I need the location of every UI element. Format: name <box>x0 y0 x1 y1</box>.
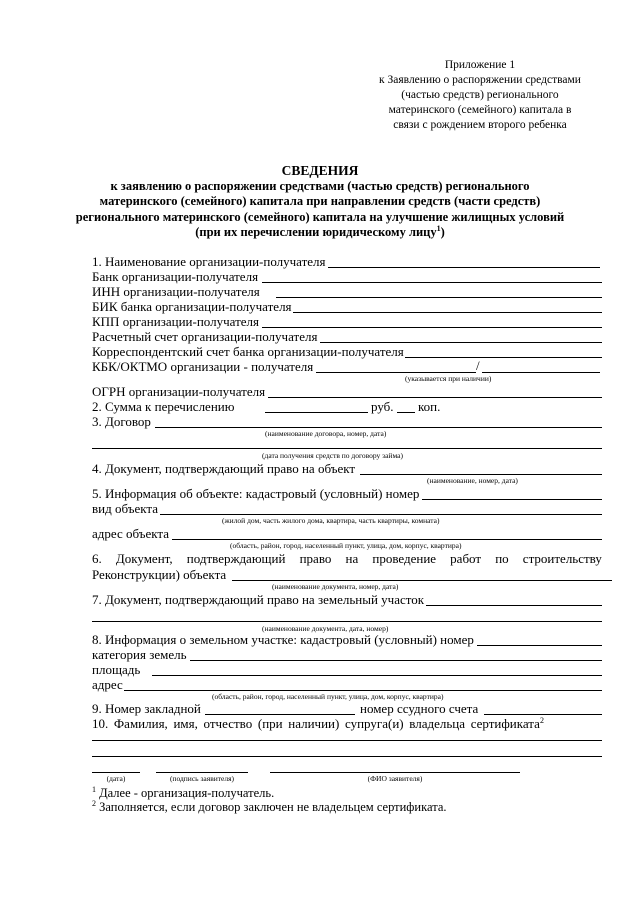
fio-field[interactable] <box>270 772 520 773</box>
signature-caption: (подпись заявителя) <box>169 774 235 783</box>
rub-label: руб. <box>371 399 394 414</box>
spouse-word: отчество <box>203 716 253 731</box>
land-doc-field[interactable] <box>426 605 602 606</box>
title-heading: СВЕДЕНИЯ <box>281 163 359 178</box>
contract-field[interactable] <box>155 427 602 428</box>
land-area-field[interactable] <box>152 675 602 676</box>
appendix-line: к Заявлению о распоряжении средствами <box>379 74 581 86</box>
item6-word: по <box>495 551 509 566</box>
mortgage-label: 9. Номер закладной <box>92 701 201 716</box>
object-info-label: 5. Информация об объекте: кадастровый (условный) номер <box>92 486 420 501</box>
corr-account-label: Корреспондентский счет банка организации-получателя <box>92 344 404 359</box>
bank-label: Банк организации-получателя <box>92 269 259 284</box>
item6-line2: Реконструкции) объекта <box>92 567 227 582</box>
item6-word: строительству <box>522 551 602 566</box>
contract-label: 3. Договор <box>92 414 151 429</box>
spouse-footnote-ref: 2 <box>540 716 544 725</box>
land-doc-caption: (наименование документа, дата, номер) <box>262 624 389 633</box>
appendix-line: связи с рождением второго ребенка <box>393 119 567 131</box>
item6-word: на <box>345 551 359 566</box>
loan-account-label: номер ссудного счета <box>360 701 479 716</box>
appendix-line: Приложение 1 <box>444 59 516 71</box>
footnote-ref: 1 <box>436 224 441 233</box>
spouse-word: владельца <box>409 716 466 731</box>
kbk-field[interactable] <box>316 372 476 373</box>
bik-label: БИК банка организации-получателя <box>92 299 292 314</box>
mortgage-field[interactable] <box>205 714 355 715</box>
loan-date-field[interactable] <box>92 448 602 449</box>
contract-caption: (наименование договора, номер, дата) <box>265 429 387 438</box>
signature-field[interactable] <box>156 772 248 773</box>
oktmo-field[interactable] <box>482 372 600 373</box>
appendix-block <box>360 58 600 133</box>
object-type-field[interactable] <box>160 514 602 515</box>
item6-word: работ <box>450 551 482 566</box>
spouse-word: супруга(и) <box>345 716 404 731</box>
recipient-name-label: 1. Наименование организации-получателя <box>92 254 326 269</box>
ogrn-label: ОГРН организации-получателя <box>92 384 266 399</box>
loan-date-caption: (дата получения средств по договору займа) <box>262 451 403 460</box>
doc-right-field[interactable] <box>360 474 602 475</box>
title-tail: ) <box>440 225 445 239</box>
account-label: Расчетный счет организации-получателя <box>92 329 318 344</box>
kpp-label: КПП организации-получателя <box>92 314 259 329</box>
land-address-field[interactable] <box>124 690 602 691</box>
bik-field[interactable] <box>293 312 602 313</box>
land-category-field[interactable] <box>190 660 602 661</box>
kbk-slash: / <box>476 358 480 373</box>
land-doc-label: 7. Документ, подтверждающий право на земельный участок <box>92 592 425 607</box>
object-type-caption: (жилой дом, часть жилого дома, квартира, часть квартиры, комната) <box>222 516 440 525</box>
loan-account-field[interactable] <box>484 714 602 715</box>
spouse-word: Фамилия, <box>113 716 168 731</box>
object-address-field[interactable] <box>172 539 602 540</box>
date-field[interactable] <box>92 772 140 773</box>
spouse-word: имя, <box>173 716 198 731</box>
land-address-caption: (область, район, город, населенный пункт, улица, дом, корпус, квартира) <box>212 692 444 701</box>
appendix-line: материнского (семейного) капитала в <box>388 104 572 116</box>
item6-word: подтверждающий <box>186 551 286 566</box>
land-address-label: адрес <box>92 677 123 692</box>
fio-caption: (ФИО заявителя) <box>367 774 423 783</box>
doc-right-label: 4. Документ, подтверждающий право на объект <box>92 461 356 476</box>
footnote-2 <box>92 800 447 814</box>
spouse-field-1[interactable] <box>92 740 602 741</box>
kop-label: коп. <box>418 399 441 414</box>
land-area-label: площадь <box>92 662 141 677</box>
inn-field[interactable] <box>276 297 602 298</box>
title-line: (при их перечислении юридическому лицу <box>195 225 437 239</box>
kpp-field[interactable] <box>262 327 602 328</box>
item6-word: 6. <box>92 551 102 566</box>
inn-label: ИНН организации-получателя <box>92 284 260 299</box>
spouse-field-2[interactable] <box>92 756 602 757</box>
title-line: материнского (семейного) капитала при направлении средств (части средств) <box>99 194 541 208</box>
spouse-word: 10. <box>92 716 109 731</box>
sum-kop-field[interactable] <box>397 412 415 413</box>
footnote-ref: 1 <box>92 785 96 794</box>
footnote-text: Далее - организация-получатель. <box>99 786 275 800</box>
cadastral-number-field[interactable] <box>422 499 602 500</box>
spouse-word: наличии) <box>288 716 340 731</box>
title-line: к заявлению о распоряжении средствами (частью средств) регионального <box>110 178 530 193</box>
corr-account-field[interactable] <box>405 357 602 358</box>
land-cadastral-field[interactable] <box>477 645 602 646</box>
footnote-ref: 2 <box>92 799 96 808</box>
kbk-label: КБК/ОКТМО организации - получателя <box>92 359 314 374</box>
item6-word: право <box>299 551 332 566</box>
bank-field[interactable] <box>262 282 602 283</box>
construction-doc-caption: (наименование документа, номер, дата) <box>272 582 399 591</box>
doc-right-caption: (наименование, номер, дата) <box>427 476 518 485</box>
land-doc-field-2[interactable] <box>92 621 602 622</box>
appendix-line: (частью средств) регионального <box>401 89 559 101</box>
construction-doc-field[interactable] <box>232 580 612 581</box>
item6-word: Документ, <box>115 551 173 566</box>
object-address-label: адрес объекта <box>92 526 170 541</box>
footnote-1 <box>92 786 274 800</box>
document-title <box>70 163 570 241</box>
footnote-text: Заполняется, если договор заключен не владельцем сертификата. <box>99 800 447 814</box>
recipient-name-field[interactable] <box>328 267 600 268</box>
sum-rub-field[interactable] <box>265 412 368 413</box>
item6-word: проведение <box>372 551 437 566</box>
land-info-label: 8. Информация о земельном участке: кадастровый (условный) номер <box>92 632 474 647</box>
account-field[interactable] <box>320 342 602 343</box>
sum-label: 2. Сумма к перечислению <box>92 399 235 414</box>
spouse-line <box>92 716 540 731</box>
object-type-label: вид объекта <box>92 501 158 516</box>
spouse-word: (при <box>257 716 283 731</box>
date-caption: (дата) <box>106 774 126 783</box>
land-category-label: категория земель <box>92 647 187 662</box>
title-line: регионального материнского (семейного) капитала на улучшение жилищных условий <box>75 209 565 224</box>
ogrn-field[interactable] <box>268 397 602 398</box>
kbk-note: (указывается при наличии) <box>405 374 492 383</box>
title-line-last <box>70 225 570 241</box>
object-address-caption: (область, район, город, населенный пункт, улица, дом, корпус, квартира) <box>230 541 462 550</box>
item6-line <box>92 551 602 566</box>
spouse-word: сертификата <box>470 716 540 731</box>
